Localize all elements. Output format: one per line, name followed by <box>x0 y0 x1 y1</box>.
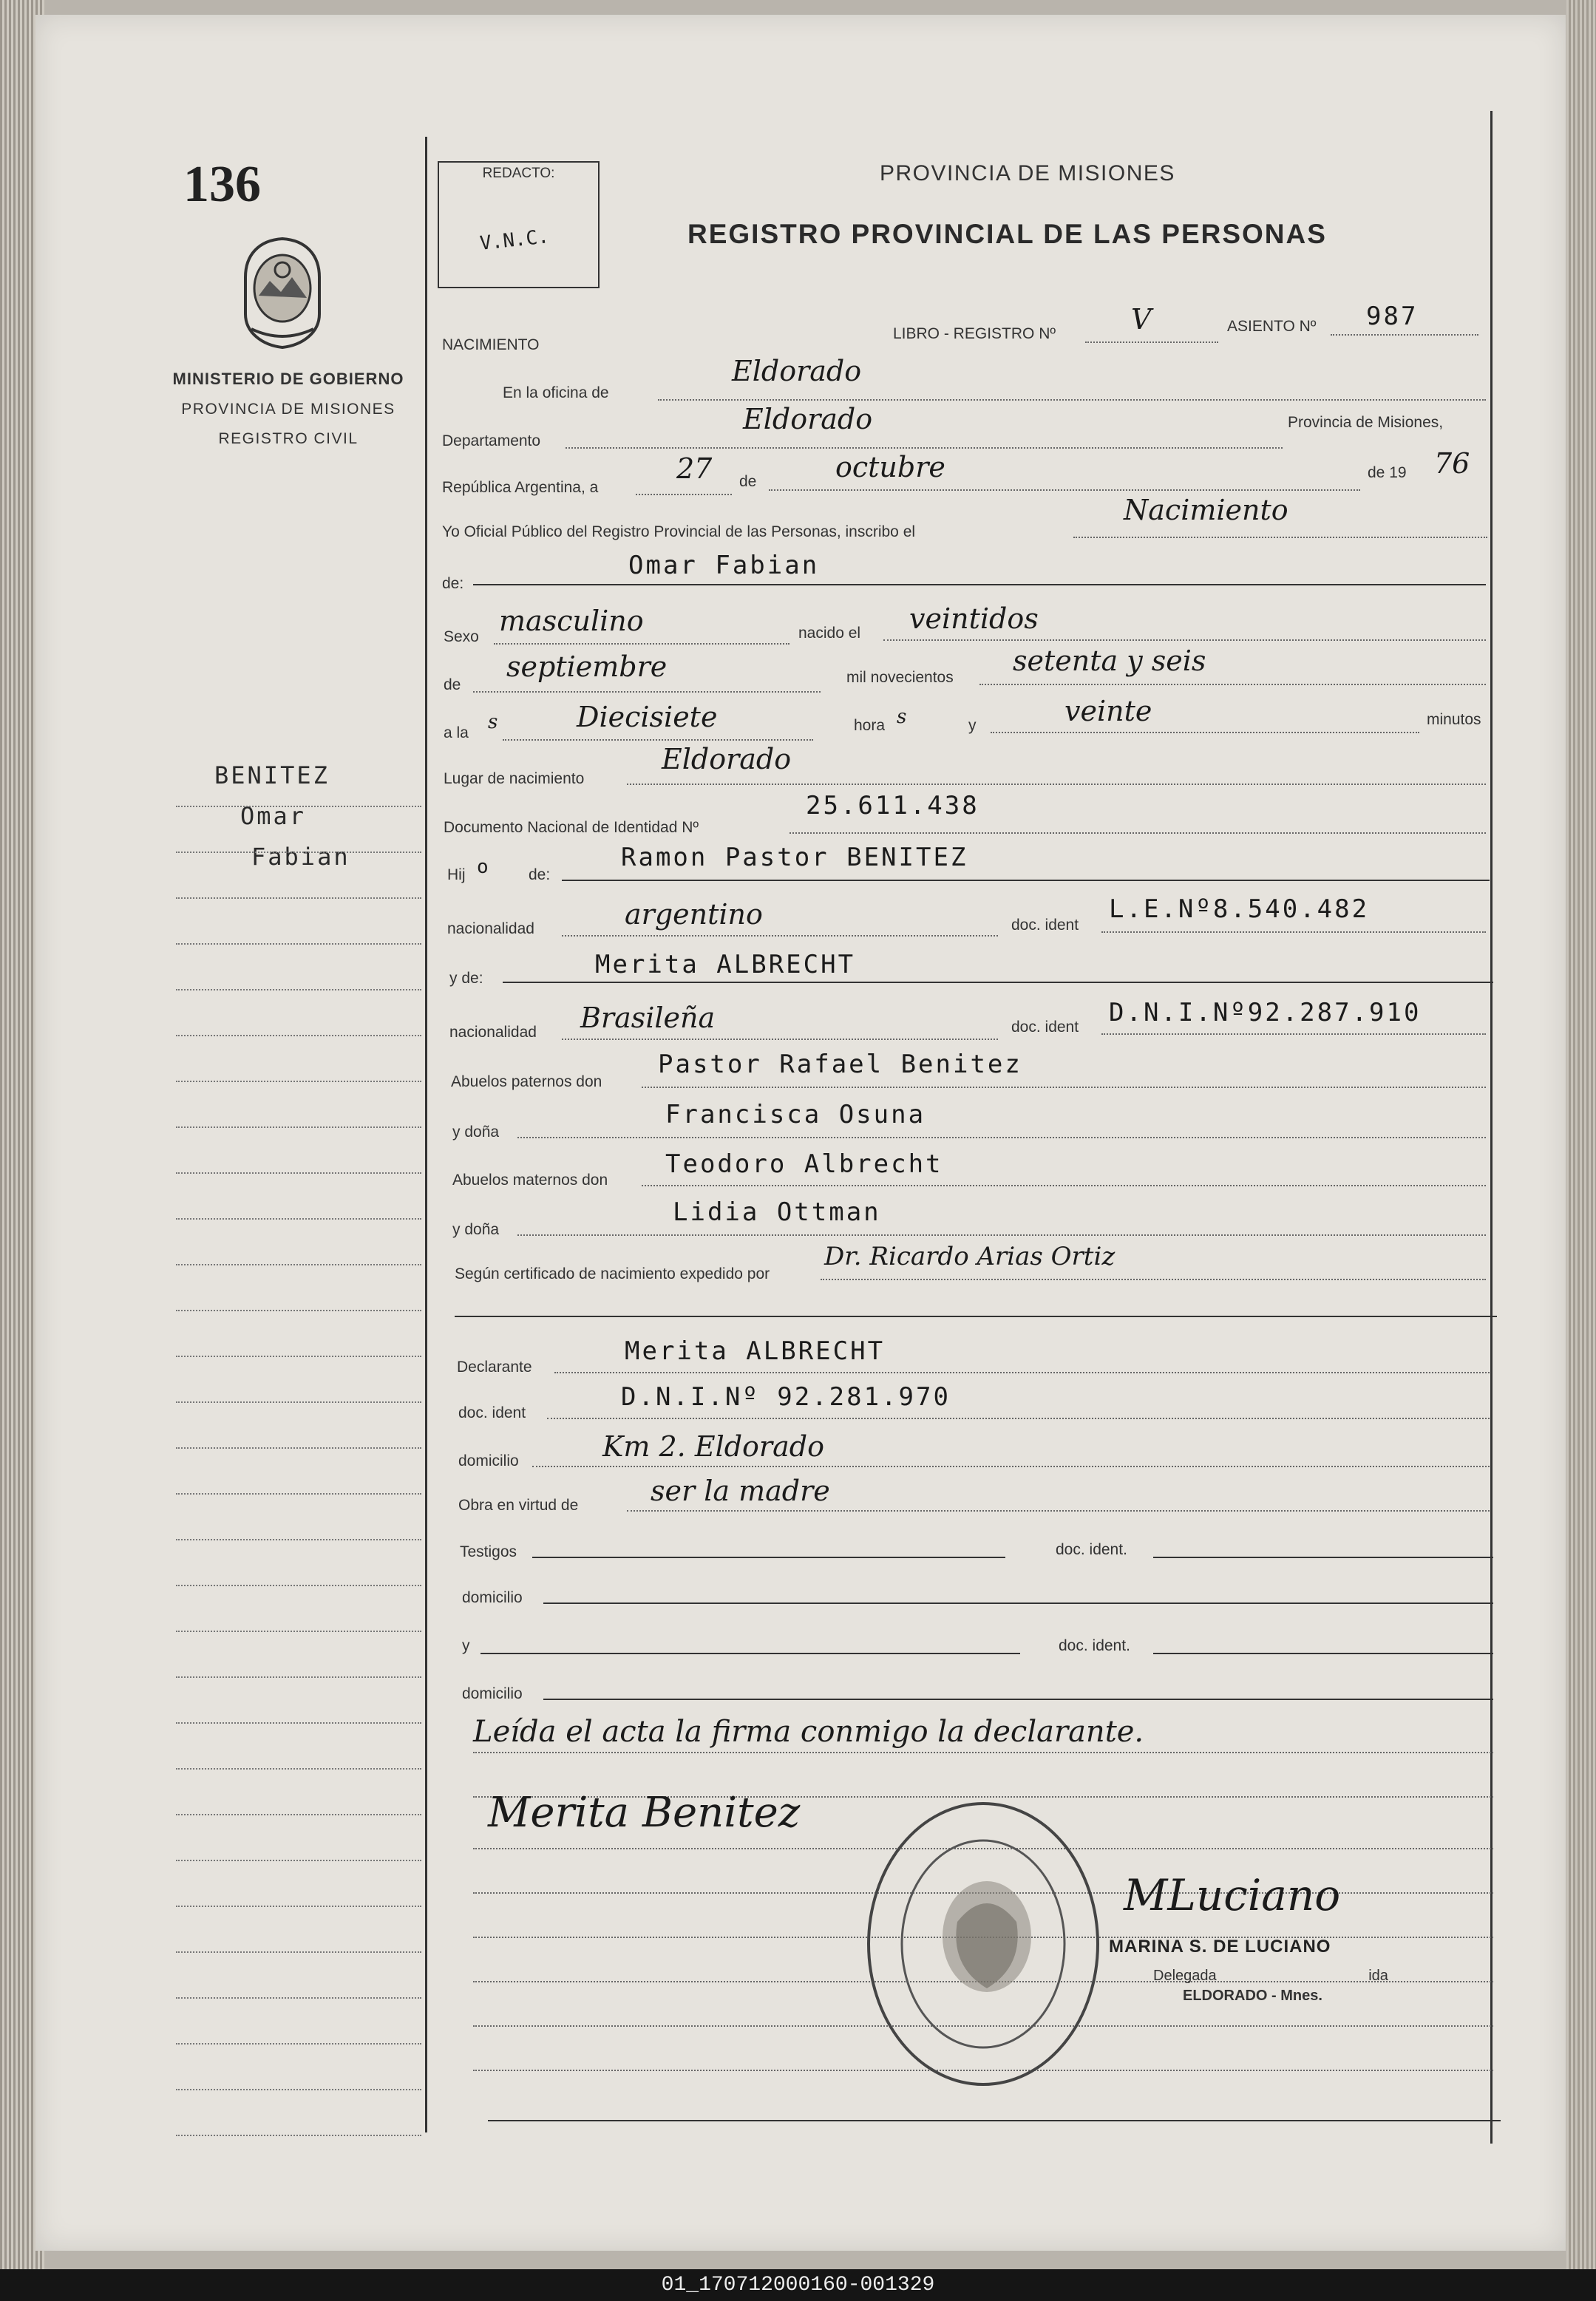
registry-seal-icon <box>861 1796 1105 2092</box>
asiento-value: 987 <box>1366 302 1419 331</box>
departamento-value: Eldorado <box>743 403 873 435</box>
nombre-value: Omar Fabian <box>628 551 820 580</box>
cierre-text: Leída el acta la firma conmigo la declarante. <box>473 1715 1144 1749</box>
minutos-label: minutos <box>1427 711 1481 728</box>
inscribo-value: Nacimiento <box>1124 494 1288 526</box>
padre-value: Ramon Pastor BENITEZ <box>621 843 968 872</box>
ministry-registry: REGISTRO CIVIL <box>218 430 359 447</box>
abuelos-pat-label: Abuelos paternos don <box>451 1073 602 1090</box>
de-nombre-label: de: <box>442 575 464 592</box>
official-name: MARINA S. DE LUCIANO <box>1109 1937 1331 1957</box>
declarante-label: Declarante <box>457 1359 532 1376</box>
ministry-title: MINISTERIO DE GOBIERNO <box>172 370 404 388</box>
segun-value: Dr. Ricardo Arias Ortiz <box>824 1242 1115 1271</box>
minutos-value: veinte <box>1064 695 1152 727</box>
libro-value: V <box>1131 303 1152 336</box>
domicilio-decl-label: domicilio <box>458 1452 519 1469</box>
ala-suffix: s <box>488 711 498 733</box>
ydona-mat-label: y doña <box>452 1221 500 1238</box>
nacido-label: nacido el <box>798 625 861 642</box>
domicilio-decl-value: Km 2. Eldorado <box>602 1430 824 1463</box>
domicilio-test2-label: domicilio <box>462 1685 523 1702</box>
official-signature-block <box>1109 1892 1388 2005</box>
asiento-label: ASIENTO Nº <box>1227 318 1317 335</box>
ministry-province: PROVINCIA DE MISIONES <box>181 401 395 418</box>
official-role <box>1153 1968 1388 1985</box>
docident-decl-label: doc. ident <box>458 1404 526 1421</box>
redacto-label: REDACTO: <box>482 166 555 181</box>
docident-test1-label: doc. ident. <box>1056 1541 1127 1558</box>
sexo-value: masculino <box>499 605 644 637</box>
hijo-suffix: o <box>477 856 491 878</box>
section-label: NACIMIENTO <box>442 336 540 353</box>
margin-surname: BENITEZ <box>214 761 330 789</box>
oficina-value: Eldorado <box>732 355 862 387</box>
docident-padre-label: doc. ident <box>1011 917 1079 934</box>
de19-label: de 19 <box>1368 464 1407 481</box>
header-title: REGISTRO PROVINCIAL DE LAS PERSONAS <box>687 219 1327 249</box>
lugar-label: Lugar de nacimiento <box>444 770 585 787</box>
obra-value: ser la madre <box>651 1475 830 1507</box>
fecha-mes: octubre <box>835 451 945 483</box>
domicilio-test1-label: domicilio <box>462 1589 523 1606</box>
page-stack-right <box>1566 0 1596 2269</box>
provincial-crest-icon <box>237 233 329 351</box>
lugar-value: Eldorado <box>662 743 792 775</box>
fecha-anio: 76 <box>1434 447 1470 480</box>
mes-nac-value: septiembre <box>506 650 668 683</box>
ministry-block <box>163 370 414 448</box>
docident-madre-label: doc. ident <box>1011 1019 1079 1036</box>
official-place: ELDORADO - Mnes. <box>1183 1988 1322 2004</box>
abuela-mat-value: Lidia Ottman <box>673 1197 881 1227</box>
horas-label: hora <box>854 717 886 734</box>
margin-name-2: Fabian <box>251 843 350 871</box>
oficina-label: En la oficina de <box>503 384 609 401</box>
declarante-value: Merita ALBRECHT <box>625 1336 886 1366</box>
obra-label: Obra en virtud de <box>458 1497 579 1514</box>
docident-test2-label: doc. ident. <box>1059 1637 1130 1654</box>
nacionalidad-padre-label: nacionalidad <box>447 920 534 937</box>
frame-right-line <box>1490 111 1493 2144</box>
anio-nac-value: setenta y seis <box>1013 645 1206 677</box>
redacto-box <box>438 161 600 288</box>
segun-label: Según certificado de nacimiento expedido por <box>455 1265 770 1282</box>
ala-label: a la <box>444 724 469 741</box>
official-role-text: Delegada <box>1153 1968 1217 1984</box>
testigos-label: Testigos <box>460 1543 517 1560</box>
margin-name-1: Omar <box>240 802 307 830</box>
doc-decl-value: D.N.I.Nº 92.281.970 <box>621 1382 951 1412</box>
declarante-firma: Merita Benitez <box>488 1789 801 1837</box>
abuelo-pat-value: Pastor Rafael Benitez <box>658 1050 1022 1079</box>
abuelos-mat-label: Abuelos maternos don <box>452 1172 608 1189</box>
doc-madre-value: D.N.I.Nº92.287.910 <box>1109 998 1422 1027</box>
image-caption: 01_170712000160-001329 <box>0 2269 1596 2301</box>
redacto-value: V.N.C. <box>478 225 551 255</box>
provincia-label: Provincia de Misiones, <box>1288 414 1444 431</box>
margin-ruled-lines <box>176 761 421 2136</box>
y-test-label: y <box>462 1637 470 1654</box>
republica-label: República Argentina, a <box>442 479 599 496</box>
official-role-suffix: ida <box>1368 1968 1388 1984</box>
horas-suffix: s <box>897 706 907 728</box>
yde-label: y de: <box>449 970 483 987</box>
hijo-label: Hij <box>447 866 466 883</box>
dni-value: 25.611.438 <box>806 791 979 820</box>
de-label-1: de <box>739 473 757 490</box>
fecha-dia: 27 <box>676 452 713 485</box>
frame-left-line <box>425 137 427 2132</box>
ydona-pat-label: y doña <box>452 1124 500 1141</box>
y-label: y <box>968 717 977 734</box>
libro-label: LIBRO - REGISTRO Nº <box>893 325 1056 342</box>
documento-label: Documento Nacional de Identidad Nº <box>444 819 699 836</box>
doc-padre-value: L.E.Nº8.540.482 <box>1109 894 1370 924</box>
hora-value: Diecisiete <box>577 701 718 733</box>
de-mes-label: de <box>444 676 461 693</box>
folio-number: 136 <box>183 156 261 213</box>
de-padre-label: de: <box>529 866 551 883</box>
madre-value: Merita ALBRECHT <box>595 950 856 979</box>
frame-bottom-line <box>488 2120 1501 2121</box>
nacido-value: veintidos <box>909 602 1039 635</box>
mil-label: mil novecientos <box>846 669 954 686</box>
nac-padre-value: argentino <box>625 898 763 931</box>
abuela-pat-value: Francisca Osuna <box>665 1100 926 1129</box>
abuelo-mat-value: Teodoro Albrecht <box>665 1149 943 1179</box>
nacionalidad-madre-label: nacionalidad <box>449 1024 537 1041</box>
nac-madre-value: Brasileña <box>580 1002 716 1034</box>
header-province: PROVINCIA DE MISIONES <box>880 161 1175 186</box>
sexo-label: Sexo <box>444 628 479 645</box>
official-firma: MLuciano <box>1124 1870 1341 1920</box>
departamento-label: Departamento <box>442 432 541 449</box>
oficial-label: Yo Oficial Público del Registro Provincial de las Personas, inscribo el <box>442 523 916 540</box>
